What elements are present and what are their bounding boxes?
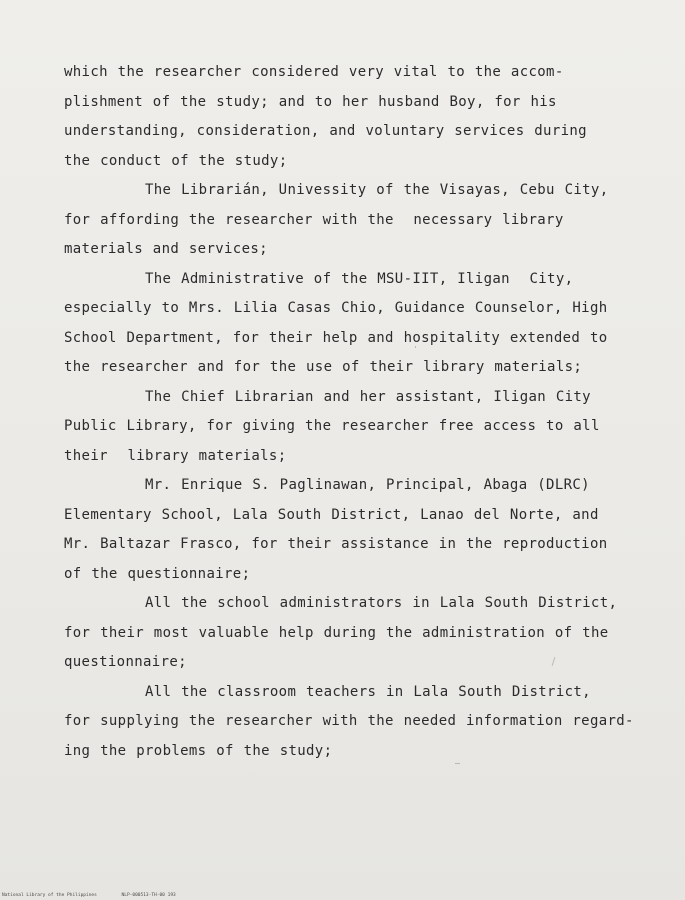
text-line: the researcher and for the use of their library materials; — [64, 359, 583, 375]
text-line: which the researcher considered very vital to the accom- — [64, 64, 564, 80]
text-line: their library materials; — [64, 447, 287, 464]
text-line: for their most valuable help during the administration of the — [64, 624, 609, 641]
footer-source: National Library of the Philippines — [2, 893, 97, 898]
paragraph-first-line: All the classroom teachers in Lala South District, — [145, 683, 591, 700]
text-line: School Department, for their help and hospitality extended to — [64, 329, 608, 346]
footer-id: NLP-000513-TH-00 193 — [121, 893, 176, 898]
text-line: of the questionnaire; — [64, 565, 251, 582]
text-line: the conduct of the study; — [64, 152, 288, 169]
text-line: understanding, consideration, and voluntary services during — [64, 123, 587, 139]
text-line: questionnaire; — [64, 654, 187, 670]
paragraph-first-line: The Administrative of the MSU-IIT, Iligan City, — [145, 270, 574, 287]
scan-footer — [2, 893, 198, 899]
scan-speck — [415, 346, 416, 348]
text-line: especially to Mrs. Lilia Casas Chio, Guidance Counselor, High — [64, 300, 608, 316]
acknowledgment-body — [64, 58, 664, 766]
paragraph-first-line: All the school administrators in Lala South District, — [145, 595, 618, 611]
text-line: Elementary School, Lala South District, Lanao del Norte, and — [64, 506, 599, 523]
text-line: ing the problems of the study; — [64, 742, 333, 759]
paragraph-first-line: The Chief Librarian and her assistant, Iligan City — [145, 388, 591, 405]
scan-speck — [455, 763, 460, 764]
paragraph-first-line: The Librarián, Univessity of the Visayas, Cebu City, — [145, 182, 609, 198]
text-line: Mr. Baltazar Frasco, for their assistance in the reproduction — [64, 536, 608, 552]
text-line: Public Library, for giving the researcher free access to all — [64, 418, 600, 434]
paragraph-first-line: Mr. Enrique S. Paglinawan, Principal, Abaga (DLRC) — [145, 477, 590, 493]
text-line: for supplying the researcher with the needed information regard- — [64, 713, 634, 729]
text-line: materials and services; — [64, 241, 268, 257]
text-line: plishment of the study; and to her husband Boy, for his — [64, 93, 557, 110]
text-line: for affording the researcher with the necessary library — [64, 211, 564, 228]
